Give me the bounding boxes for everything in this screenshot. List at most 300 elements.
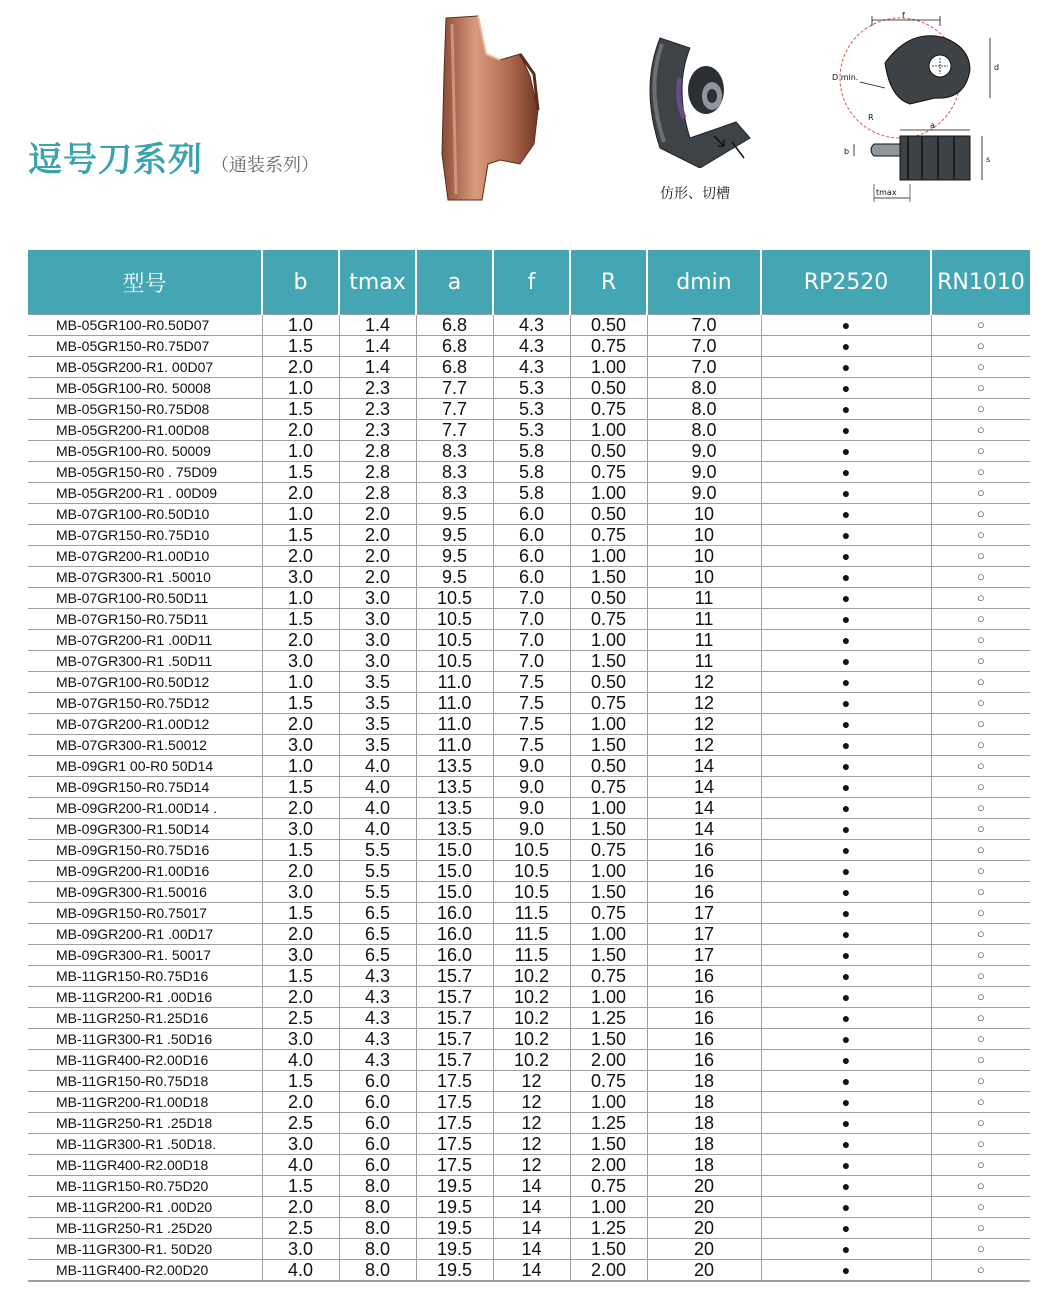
cell-b: 1.5: [262, 1176, 339, 1197]
cell-dmin: 10: [647, 525, 761, 546]
cell-dmin: 14: [647, 777, 761, 798]
cell-model: MB-07GR200-R1.00D12: [28, 714, 262, 735]
cell-model: MB-05GR200-R1.00D08: [28, 420, 262, 441]
cell-R: 1.50: [570, 1134, 647, 1155]
cell-a: 7.7: [416, 420, 493, 441]
table-row: [28, 546, 1030, 567]
label-d: d: [994, 63, 1000, 72]
cell-model: MB-07GR300-R1 .50D11: [28, 651, 262, 672]
cell-rn1010-mark: ○: [931, 672, 1030, 693]
cell-R: 1.25: [570, 1008, 647, 1029]
cell-a: 19.5: [416, 1176, 493, 1197]
cell-model: MB-09GR300-R1.50D14: [28, 819, 262, 840]
cell-tmax: 3.5: [339, 714, 416, 735]
cell-model: MB-11GR300-R1 .50D18.: [28, 1134, 262, 1155]
cell-model: MB-11GR150-R0.75D20: [28, 1176, 262, 1197]
cell-tmax: 2.8: [339, 483, 416, 504]
cell-R: 0.75: [570, 462, 647, 483]
cell-a: 19.5: [416, 1239, 493, 1260]
cell-a: 11.0: [416, 693, 493, 714]
cell-dmin: 20: [647, 1197, 761, 1218]
cell-b: 3.0: [262, 1134, 339, 1155]
cell-rp2520-mark: ●: [761, 336, 931, 357]
cell-b: 3.0: [262, 735, 339, 756]
cell-rn1010-mark: ○: [931, 483, 1030, 504]
col-header-f: f: [493, 250, 570, 315]
cell-a: 15.7: [416, 966, 493, 987]
table-row: [28, 1218, 1030, 1239]
cell-tmax: 4.3: [339, 1029, 416, 1050]
cell-rp2520-mark: ●: [761, 819, 931, 840]
cell-dmin: 18: [647, 1092, 761, 1113]
cell-f: 14: [493, 1260, 570, 1281]
cell-b: 1.5: [262, 336, 339, 357]
cell-rp2520-mark: ●: [761, 924, 931, 945]
cell-rn1010-mark: ○: [931, 693, 1030, 714]
cell-model: MB-09GR1 00-R0 50D14: [28, 756, 262, 777]
cell-a: 15.7: [416, 987, 493, 1008]
cell-dmin: 16: [647, 1050, 761, 1071]
cell-dmin: 16: [647, 987, 761, 1008]
cell-tmax: 2.0: [339, 546, 416, 567]
cell-model: MB-11GR250-R1.25D16: [28, 1008, 262, 1029]
cell-dmin: 7.0: [647, 357, 761, 378]
label-R: R: [868, 113, 874, 122]
cell-R: 0.75: [570, 840, 647, 861]
cell-dmin: 12: [647, 693, 761, 714]
cell-model: MB-07GR100-R0.50D12: [28, 672, 262, 693]
cell-dmin: 20: [647, 1176, 761, 1197]
cell-rn1010-mark: ○: [931, 756, 1030, 777]
table-row: [28, 1008, 1030, 1029]
table-row: [28, 609, 1030, 630]
cell-rp2520-mark: ●: [761, 462, 931, 483]
table-row: [28, 1113, 1030, 1134]
cell-f: 4.3: [493, 315, 570, 336]
cell-rn1010-mark: ○: [931, 1260, 1030, 1281]
table-row: [28, 336, 1030, 357]
cell-f: 6.0: [493, 567, 570, 588]
col-header-rn1010: RN1010: [931, 250, 1030, 315]
cell-b: 3.0: [262, 945, 339, 966]
cell-rp2520-mark: ●: [761, 672, 931, 693]
table-row: [28, 819, 1030, 840]
cell-b: 1.5: [262, 693, 339, 714]
cell-f: 9.0: [493, 756, 570, 777]
cell-model: MB-11GR400-R2.00D16: [28, 1050, 262, 1071]
cell-model: MB-09GR200-R1.00D14 .: [28, 798, 262, 819]
cell-tmax: 6.5: [339, 945, 416, 966]
insert-product-photo: [438, 14, 548, 202]
cell-tmax: 4.3: [339, 987, 416, 1008]
cell-rp2520-mark: ●: [761, 651, 931, 672]
cell-dmin: 12: [647, 714, 761, 735]
cell-tmax: 6.0: [339, 1134, 416, 1155]
cell-rp2520-mark: ●: [761, 777, 931, 798]
cell-f: 9.0: [493, 777, 570, 798]
cell-model: MB-11GR400-R2.00D20: [28, 1260, 262, 1281]
cell-dmin: 20: [647, 1239, 761, 1260]
cell-f: 10.5: [493, 840, 570, 861]
cell-f: 10.2: [493, 1008, 570, 1029]
cell-rp2520-mark: ●: [761, 882, 931, 903]
cell-rn1010-mark: ○: [931, 630, 1030, 651]
cell-rn1010-mark: ○: [931, 441, 1030, 462]
cell-R: 1.50: [570, 1239, 647, 1260]
cell-R: 1.00: [570, 861, 647, 882]
cell-R: 0.75: [570, 1176, 647, 1197]
table-row: [28, 714, 1030, 735]
cell-rn1010-mark: ○: [931, 504, 1030, 525]
cell-dmin: 9.0: [647, 483, 761, 504]
table-row: [28, 861, 1030, 882]
cell-dmin: 18: [647, 1071, 761, 1092]
cell-a: 13.5: [416, 798, 493, 819]
table-row: [28, 1176, 1030, 1197]
label-b: b: [844, 147, 850, 156]
cell-a: 8.3: [416, 441, 493, 462]
cell-rn1010-mark: ○: [931, 882, 1030, 903]
cell-tmax: 2.0: [339, 567, 416, 588]
cell-R: 1.50: [570, 819, 647, 840]
cell-a: 17.5: [416, 1071, 493, 1092]
cell-dmin: 8.0: [647, 420, 761, 441]
cell-dmin: 16: [647, 966, 761, 987]
cell-rn1010-mark: ○: [931, 987, 1030, 1008]
cell-model: MB-09GR150-R0.75D14: [28, 777, 262, 798]
cell-f: 6.0: [493, 504, 570, 525]
cell-a: 9.5: [416, 504, 493, 525]
cell-R: 0.75: [570, 399, 647, 420]
cell-rp2520-mark: ●: [761, 840, 931, 861]
cell-b: 3.0: [262, 567, 339, 588]
cell-f: 10.5: [493, 861, 570, 882]
table-row: [28, 651, 1030, 672]
cell-b: 2.0: [262, 714, 339, 735]
cell-a: 13.5: [416, 777, 493, 798]
cell-model: MB-11GR150-R0.75D18: [28, 1071, 262, 1092]
cell-tmax: 2.0: [339, 504, 416, 525]
cell-rp2520-mark: ●: [761, 420, 931, 441]
table-row: [28, 420, 1030, 441]
table-row: [28, 1260, 1030, 1281]
cell-rn1010-mark: ○: [931, 1050, 1030, 1071]
cell-dmin: 7.0: [647, 336, 761, 357]
table-row: [28, 1197, 1030, 1218]
cell-dmin: 17: [647, 903, 761, 924]
cell-rp2520-mark: ●: [761, 903, 931, 924]
cell-model: MB-11GR200-R1 .00D16: [28, 987, 262, 1008]
cell-rn1010-mark: ○: [931, 546, 1030, 567]
cell-b: 1.5: [262, 966, 339, 987]
cell-rp2520-mark: ●: [761, 441, 931, 462]
cell-rn1010-mark: ○: [931, 945, 1030, 966]
cell-f: 7.5: [493, 693, 570, 714]
cell-rp2520-mark: ●: [761, 1113, 931, 1134]
cell-dmin: 9.0: [647, 441, 761, 462]
cell-dmin: 16: [647, 882, 761, 903]
cell-b: 4.0: [262, 1050, 339, 1071]
cell-model: MB-07GR150-R0.75D11: [28, 609, 262, 630]
cell-tmax: 4.3: [339, 966, 416, 987]
cell-tmax: 1.4: [339, 357, 416, 378]
cell-b: 1.0: [262, 378, 339, 399]
cell-rp2520-mark: ●: [761, 1260, 931, 1281]
series-title: [28, 132, 319, 181]
cell-b: 3.0: [262, 1239, 339, 1260]
series-title-main: 逗号刀系列: [28, 140, 203, 180]
cell-tmax: 3.0: [339, 588, 416, 609]
cell-rp2520-mark: ●: [761, 1050, 931, 1071]
cell-f: 11.5: [493, 945, 570, 966]
cell-rn1010-mark: ○: [931, 714, 1030, 735]
cell-rn1010-mark: ○: [931, 735, 1030, 756]
cell-b: 2.5: [262, 1008, 339, 1029]
cell-tmax: 6.0: [339, 1155, 416, 1176]
cell-model: MB-05GR100-R0. 50009: [28, 441, 262, 462]
cell-b: 1.5: [262, 462, 339, 483]
section-view-drawing: [640, 18, 760, 168]
col-header-rp2520: RP2520: [761, 250, 931, 315]
table-row: [28, 1071, 1030, 1092]
cell-R: 1.50: [570, 945, 647, 966]
cell-rp2520-mark: ●: [761, 966, 931, 987]
cell-b: 3.0: [262, 651, 339, 672]
cell-rn1010-mark: ○: [931, 651, 1030, 672]
cell-dmin: 17: [647, 945, 761, 966]
table-row: [28, 462, 1030, 483]
cell-R: 2.00: [570, 1050, 647, 1071]
cell-R: 1.25: [570, 1218, 647, 1239]
cell-tmax: 4.0: [339, 756, 416, 777]
cell-model: MB-11GR250-R1 .25D20: [28, 1218, 262, 1239]
cell-rn1010-mark: ○: [931, 378, 1030, 399]
cell-b: 2.0: [262, 630, 339, 651]
table-row: [28, 777, 1030, 798]
cell-tmax: 3.0: [339, 651, 416, 672]
cell-R: 2.00: [570, 1260, 647, 1281]
cell-model: MB-11GR400-R2.00D18: [28, 1155, 262, 1176]
cell-tmax: 8.0: [339, 1260, 416, 1281]
cell-a: 6.8: [416, 315, 493, 336]
cell-dmin: 10: [647, 567, 761, 588]
cell-model: MB-07GR200-R1.00D10: [28, 546, 262, 567]
cell-b: 1.5: [262, 525, 339, 546]
cell-model: MB-09GR300-R1.50016: [28, 882, 262, 903]
table-row: [28, 693, 1030, 714]
cell-model: MB-05GR100-R0.50D07: [28, 315, 262, 336]
cell-b: 1.0: [262, 588, 339, 609]
cell-tmax: 2.3: [339, 420, 416, 441]
cell-tmax: 2.3: [339, 378, 416, 399]
cell-f: 10.2: [493, 966, 570, 987]
table-row: [28, 315, 1030, 336]
cell-rp2520-mark: ●: [761, 399, 931, 420]
section-caption: 仿形、切槽: [660, 186, 730, 202]
table-row: [28, 378, 1030, 399]
cell-dmin: 8.0: [647, 399, 761, 420]
catalog-header: [0, 0, 1050, 240]
cell-b: 3.0: [262, 1029, 339, 1050]
col-header-b: b: [262, 250, 339, 315]
cell-model: MB-07GR300-R1 .50010: [28, 567, 262, 588]
cell-a: 10.5: [416, 588, 493, 609]
cell-tmax: 4.0: [339, 777, 416, 798]
table-row: [28, 1239, 1030, 1260]
cell-rp2520-mark: ●: [761, 987, 931, 1008]
cell-a: 16.0: [416, 903, 493, 924]
cell-rp2520-mark: ●: [761, 483, 931, 504]
cell-R: 1.00: [570, 714, 647, 735]
cell-tmax: 8.0: [339, 1239, 416, 1260]
cell-rp2520-mark: ●: [761, 546, 931, 567]
cell-rp2520-mark: ●: [761, 315, 931, 336]
cell-rn1010-mark: ○: [931, 966, 1030, 987]
label-tmax: tmax: [876, 188, 897, 197]
cell-rn1010-mark: ○: [931, 315, 1030, 336]
cell-a: 15.7: [416, 1029, 493, 1050]
table-row: [28, 672, 1030, 693]
cell-tmax: 1.4: [339, 315, 416, 336]
cell-dmin: 16: [647, 1029, 761, 1050]
cell-rn1010-mark: ○: [931, 1071, 1030, 1092]
cell-b: 1.5: [262, 840, 339, 861]
table-row: [28, 1092, 1030, 1113]
cell-a: 6.8: [416, 336, 493, 357]
cell-R: 0.50: [570, 315, 647, 336]
cell-f: 12: [493, 1071, 570, 1092]
cell-a: 8.3: [416, 483, 493, 504]
cell-R: 0.50: [570, 672, 647, 693]
cell-a: 7.7: [416, 399, 493, 420]
cell-b: 2.0: [262, 861, 339, 882]
label-a: a: [930, 121, 935, 130]
cell-rp2520-mark: ●: [761, 1071, 931, 1092]
cell-f: 7.0: [493, 588, 570, 609]
cell-rp2520-mark: ●: [761, 1176, 931, 1197]
cell-model: MB-07GR150-R0.75D10: [28, 525, 262, 546]
cell-R: 1.00: [570, 924, 647, 945]
cell-dmin: 10: [647, 546, 761, 567]
cell-rn1010-mark: ○: [931, 588, 1030, 609]
cell-R: 1.50: [570, 1029, 647, 1050]
cell-rn1010-mark: ○: [931, 903, 1030, 924]
table-row: [28, 840, 1030, 861]
cell-dmin: 11: [647, 609, 761, 630]
cell-dmin: 11: [647, 630, 761, 651]
cell-tmax: 6.5: [339, 924, 416, 945]
table-row: [28, 483, 1030, 504]
cell-rn1010-mark: ○: [931, 819, 1030, 840]
cell-rp2520-mark: ●: [761, 504, 931, 525]
col-header-model: 型号: [28, 250, 262, 315]
cell-model: MB-09GR150-R0.75D16: [28, 840, 262, 861]
cell-model: MB-05GR200-R1 . 00D09: [28, 483, 262, 504]
table-row: [28, 1050, 1030, 1071]
cell-rn1010-mark: ○: [931, 357, 1030, 378]
cell-R: 0.50: [570, 378, 647, 399]
cell-f: 14: [493, 1239, 570, 1260]
cell-f: 4.3: [493, 336, 570, 357]
label-s: s: [986, 155, 991, 164]
cell-b: 1.5: [262, 777, 339, 798]
cell-b: 2.0: [262, 1197, 339, 1218]
cell-tmax: 4.3: [339, 1008, 416, 1029]
cell-rn1010-mark: ○: [931, 1176, 1030, 1197]
cell-f: 5.3: [493, 420, 570, 441]
cell-R: 2.00: [570, 1155, 647, 1176]
cell-rn1010-mark: ○: [931, 1239, 1030, 1260]
cell-f: 5.8: [493, 441, 570, 462]
cell-a: 13.5: [416, 819, 493, 840]
cell-a: 19.5: [416, 1218, 493, 1239]
cell-tmax: 3.0: [339, 609, 416, 630]
cell-f: 5.3: [493, 378, 570, 399]
cell-tmax: 6.0: [339, 1071, 416, 1092]
cell-rn1010-mark: ○: [931, 1155, 1030, 1176]
cell-a: 16.0: [416, 945, 493, 966]
cell-f: 14: [493, 1218, 570, 1239]
cell-a: 17.5: [416, 1155, 493, 1176]
cell-f: 4.3: [493, 357, 570, 378]
table-row: [28, 924, 1030, 945]
cell-rp2520-mark: ●: [761, 525, 931, 546]
table-row: [28, 1155, 1030, 1176]
cell-rp2520-mark: ●: [761, 1092, 931, 1113]
cell-a: 11.0: [416, 735, 493, 756]
cell-R: 1.50: [570, 651, 647, 672]
cell-a: 8.3: [416, 462, 493, 483]
table-row: [28, 1134, 1030, 1155]
table-row: [28, 987, 1030, 1008]
cell-tmax: 8.0: [339, 1218, 416, 1239]
cell-R: 1.00: [570, 483, 647, 504]
cell-model: MB-07GR100-R0.50D11: [28, 588, 262, 609]
cell-tmax: 5.5: [339, 861, 416, 882]
cell-rn1010-mark: ○: [931, 1134, 1030, 1155]
cell-b: 1.5: [262, 1071, 339, 1092]
cell-f: 7.0: [493, 630, 570, 651]
cell-f: 7.5: [493, 672, 570, 693]
cell-rp2520-mark: ●: [761, 378, 931, 399]
table-row: [28, 798, 1030, 819]
cell-a: 10.5: [416, 630, 493, 651]
cell-R: 1.00: [570, 357, 647, 378]
cell-a: 15.0: [416, 840, 493, 861]
cell-dmin: 7.0: [647, 315, 761, 336]
cell-R: 1.00: [570, 987, 647, 1008]
cell-f: 10.2: [493, 1029, 570, 1050]
cell-model: MB-05GR200-R1. 00D07: [28, 357, 262, 378]
cell-dmin: 12: [647, 672, 761, 693]
cell-R: 0.75: [570, 1071, 647, 1092]
cell-rn1010-mark: ○: [931, 609, 1030, 630]
cell-rp2520-mark: ●: [761, 1029, 931, 1050]
table-body: [28, 315, 1030, 1281]
cell-a: 15.7: [416, 1008, 493, 1029]
cell-dmin: 20: [647, 1218, 761, 1239]
cell-rp2520-mark: ●: [761, 1155, 931, 1176]
table-row: [28, 399, 1030, 420]
cell-model: MB-05GR150-R0 . 75D09: [28, 462, 262, 483]
cell-model: MB-07GR200-R1 .00D11: [28, 630, 262, 651]
cell-model: MB-07GR300-R1.50012: [28, 735, 262, 756]
cell-dmin: 14: [647, 756, 761, 777]
cell-model: MB-11GR300-R1 .50D16: [28, 1029, 262, 1050]
cell-rn1010-mark: ○: [931, 462, 1030, 483]
cell-dmin: 14: [647, 819, 761, 840]
cell-f: 10.5: [493, 882, 570, 903]
